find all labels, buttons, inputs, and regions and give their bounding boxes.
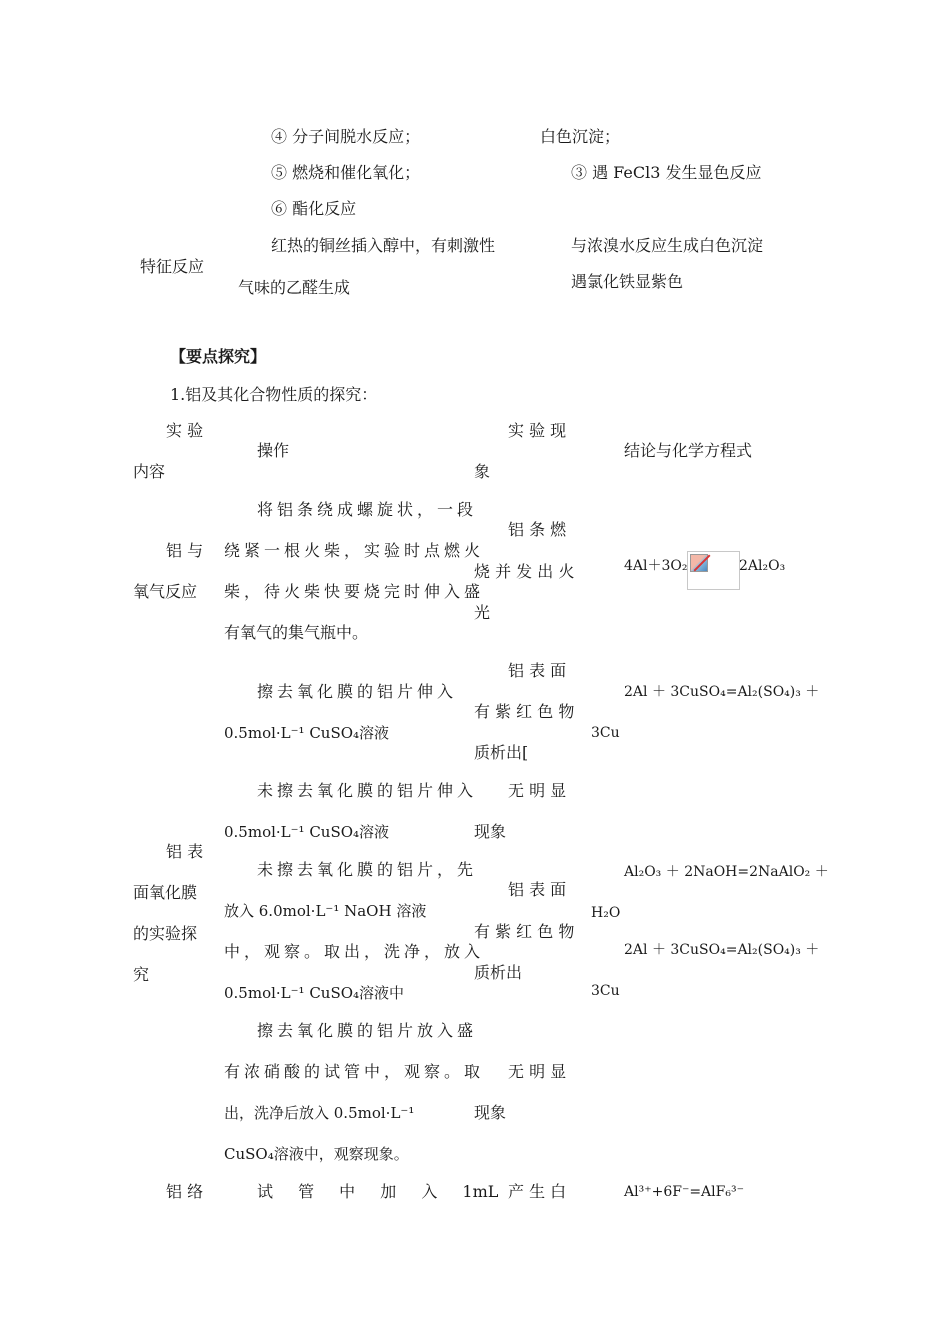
row1-phenomenon-line3: 光 bbox=[474, 603, 491, 622]
alcohol-property-6: ⑥ 酯化反应 bbox=[271, 199, 357, 218]
row1-operation-line2: 绕紧一根火柴，实验时点燃火 bbox=[224, 541, 485, 560]
group-content-line3: 的实验探 bbox=[133, 924, 198, 943]
row5-operation-line2: 有浓硝酸的试管中，观察。取 bbox=[224, 1062, 485, 1081]
feature-reaction-label: 特征反应 bbox=[140, 257, 205, 276]
row2-operation-line2: 0.5mol·L⁻¹ CuSO₄溶液 bbox=[224, 724, 390, 742]
row2-conclusion-line1: 2Al ＋ 3CuSO₄=Al₂(SO₄)₃ ＋ bbox=[624, 684, 820, 700]
row1-phenomenon-line1: 铝 条 燃 bbox=[508, 520, 567, 539]
phenol-property-white-precipitate: 白色沉淀； bbox=[540, 127, 621, 146]
row3-operation-line2: 0.5mol·L⁻¹ CuSO₄溶液 bbox=[224, 823, 390, 841]
row4-operation-line4: 0.5mol·L⁻¹ CuSO₄溶液中 bbox=[224, 984, 405, 1002]
header-operation: 操作 bbox=[257, 441, 290, 460]
row4-operation-line2: 放入 6.0mol·L⁻¹ NaOH 溶液 bbox=[224, 902, 427, 920]
section-title: 【要点探究】 bbox=[170, 347, 267, 366]
row4-phenomenon-line1: 铝 表 面 bbox=[508, 880, 567, 899]
row1-operation-line1: 将铝条绕成螺旋状，一段 bbox=[257, 500, 478, 519]
header-phenomenon-line1: 实 验 现 bbox=[508, 421, 567, 440]
header-content-line1: 实 验 bbox=[166, 421, 204, 440]
row4-conclusion-line1: Al₂O₃ ＋ 2NaOH=2NaAlO₂ ＋ bbox=[624, 864, 829, 880]
row6-content: 铝 络 bbox=[166, 1182, 204, 1201]
row1-equation-right: 2Al₂O₃ bbox=[739, 558, 786, 574]
row5-operation-line1: 擦去氧化膜的铝片放入盛 bbox=[257, 1021, 478, 1040]
row4-conclusion-line2: H₂O bbox=[591, 905, 621, 921]
row4-phenomenon-line3: 质析出 bbox=[474, 963, 523, 982]
group-content-line1: 铝 表 bbox=[166, 842, 204, 861]
row5-phenomenon-line2: 现象 bbox=[474, 1103, 507, 1122]
header-content-line2: 内容 bbox=[133, 462, 166, 481]
row4-operation-line3: 中，观察。取出，洗净，放入 bbox=[224, 942, 485, 961]
row1-content-line2: 氧气反应 bbox=[133, 582, 198, 601]
phenol-property-3: ③ 遇 FeCl3 发生显色反应 bbox=[571, 163, 762, 182]
header-phenomenon-line2: 象 bbox=[474, 462, 491, 481]
phenol-feature-line2: 遇氯化铁显紫色 bbox=[571, 272, 684, 291]
alcohol-property-5: ⑤ 燃烧和催化氧化； bbox=[271, 163, 421, 182]
alcohol-feature-line2: 气味的乙醛生成 bbox=[238, 278, 351, 297]
header-conclusion: 结论与化学方程式 bbox=[624, 441, 753, 460]
row4-operation-line1: 未擦去氧化膜的铝片，先 bbox=[257, 860, 478, 879]
row1-content-line1: 铝 与 bbox=[166, 541, 204, 560]
row2-phenomenon-line3: 质析出[ bbox=[474, 743, 529, 762]
row5-phenomenon-line1: 无 明 显 bbox=[508, 1062, 567, 1081]
subsection-title: 1.铝及其化合物性质的探究： bbox=[170, 385, 378, 404]
phenol-feature-line1: 与浓溴水反应生成白色沉淀 bbox=[571, 236, 764, 255]
group-content-line4: 究 bbox=[133, 965, 150, 984]
row4-phenomenon-line2: 有 紫 红 色 物 bbox=[474, 922, 575, 941]
row3-operation-line1: 未擦去氧化膜的铝片伸入 bbox=[257, 781, 478, 800]
row5-operation-line4: CuSO₄溶液中，观察现象。 bbox=[224, 1145, 409, 1163]
row5-operation-line3: 出，洗净后放入 0.5mol·L⁻¹ bbox=[224, 1104, 415, 1122]
row4-conclusion-line4: 3Cu bbox=[591, 983, 620, 999]
row2-conclusion-line2: 3Cu bbox=[591, 725, 620, 741]
row3-phenomenon-line2: 现象 bbox=[474, 822, 507, 841]
row2-operation-line1: 擦去氧化膜的铝片伸入 bbox=[257, 682, 458, 701]
row2-phenomenon-line2: 有 紫 红 色 物 bbox=[474, 702, 575, 721]
alcohol-property-4: ④ 分子间脱水反应； bbox=[271, 127, 421, 146]
row1-phenomenon-line2: 烧 并 发 出 火 bbox=[474, 562, 575, 581]
row4-conclusion-line3: 2Al ＋ 3CuSO₄=Al₂(SO₄)₃ ＋ bbox=[624, 942, 820, 958]
row2-phenomenon-line1: 铝 表 面 bbox=[508, 661, 567, 680]
alcohol-feature-line1: 红热的铜丝插入醇中，有刺激性 bbox=[271, 236, 496, 255]
row1-equation-left: 4Al＋3O₂ bbox=[624, 558, 688, 574]
broken-image-icon bbox=[687, 551, 740, 590]
row1-operation-line3: 柴，待火柴快要烧完时伸入盛 bbox=[224, 582, 485, 601]
row6-operation: 试 管 中 加 入 1mL bbox=[257, 1182, 499, 1201]
row6-phenomenon: 产 生 白 bbox=[508, 1182, 567, 1201]
row3-phenomenon-line1: 无 明 显 bbox=[508, 781, 567, 800]
row1-operation-line4: 有氧气的集气瓶中。 bbox=[224, 623, 369, 642]
group-content-line2: 面氧化膜 bbox=[133, 883, 198, 902]
row6-conclusion: Al³⁺+6F⁻=AlF₆³⁻ bbox=[624, 1184, 744, 1200]
